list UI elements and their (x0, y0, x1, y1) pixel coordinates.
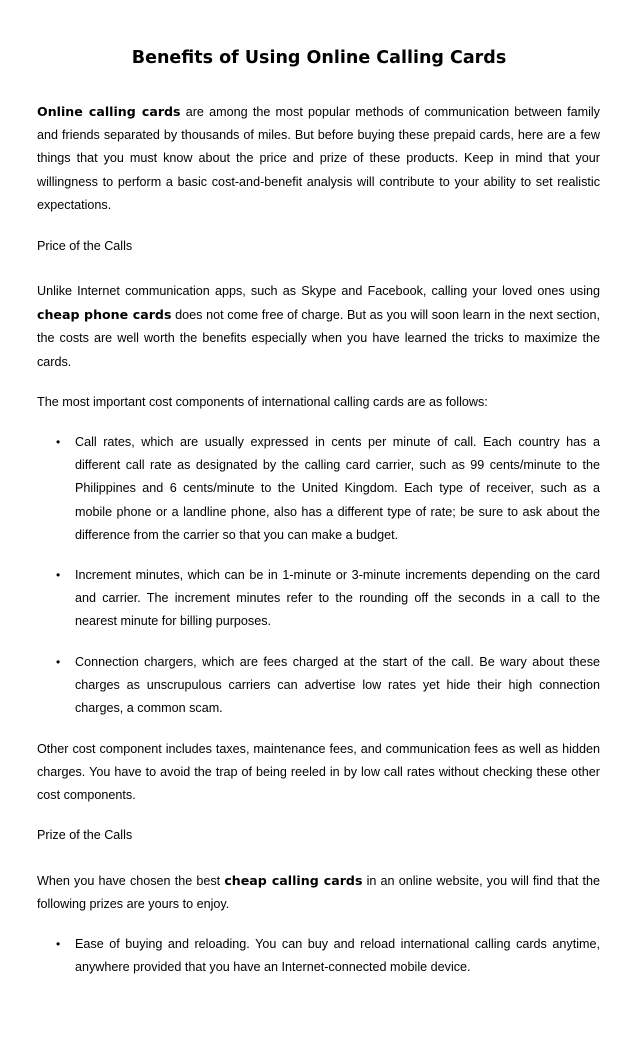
bullet-icon: • (56, 568, 61, 582)
bullet-icon: • (56, 655, 61, 669)
bullet-icon: • (56, 435, 61, 449)
price-paragraph (37, 280, 600, 374)
price-text-before: Unlike Internet communication apps, such as Skype and Facebook, calling your loved ones using (37, 284, 600, 298)
prizes-list (37, 933, 600, 979)
price-text-after: does not come free of charge. But as you will soon learn in the next section, the costs are well worth the benefits especially when you have learned the tricks to maximize the cards. (37, 308, 600, 369)
cost-components-list (37, 564, 600, 634)
cost-components-list (37, 431, 600, 547)
intro-text: are among the most popular methods of communication between family and friends separated by thousands of miles. But before buying these prepaid cards, here are a few things that you must know about the price and prize of these products. Keep in mind that your willingness to perform a basic cost-and-benefit analysis will contribute to your ability to set realistic expectations. (37, 105, 600, 212)
other-costs-paragraph: Other cost component includes taxes, maintenance fees, and communication fees as well as hidden charges. You have to avoid the trap of being reeled in by low call rates without checking these other cost components. (37, 742, 600, 803)
list-item-text: Connection chargers, which are fees charged at the start of the call. Be wary about these charges as unscrupulous carriers can advertise low rates yet hide their high connection charges, a common scam. (75, 655, 600, 716)
prize-paragraph (37, 869, 600, 916)
cheap-calling-cards-link[interactable]: cheap calling cards (224, 873, 363, 888)
list-item (37, 431, 600, 547)
list-item-text: Ease of buying and reloading. You can buy and reload international calling cards anytime, anywhere provided that you have an Internet-connected mobile device. (75, 937, 600, 975)
intro-paragraph (37, 100, 600, 217)
list-item (37, 933, 600, 979)
price-heading: Price of the Calls (37, 239, 133, 253)
list-item (37, 651, 600, 721)
list-item (37, 564, 600, 634)
prize-heading: Prize of the Calls (37, 828, 133, 842)
list-item-text: Call rates, which are usually expressed in cents per minute of call. Each country has a different call rate as designated by the calling card carrier, such as 99 cents/minute to the Philippines and 6 cents/minute to the United Kingdom. Each type of receiver, such as a mobile phone or a landline phone, also has a different type of rate; be sure to ask about the difference from the carrier so that you can make a budget. (75, 435, 600, 542)
bullet-icon: • (56, 937, 61, 951)
list-item-text: Increment minutes, which can be in 1-minute or 3-minute increments depending on the card and carrier. The increment minutes refer to the rounding off the seconds in a call to the nearest minute for billing purposes. (75, 568, 600, 629)
page-title: Benefits of Using Online Calling Cards (131, 48, 507, 68)
online-calling-cards-link[interactable]: Online calling cards (37, 104, 181, 119)
prize-text-after: in an online website, you will find that the following prizes are yours to enjoy. (37, 874, 600, 912)
cheap-phone-cards-link[interactable]: cheap phone cards (37, 307, 172, 323)
components-intro: The most important cost components of international calling cards are as follows: (37, 395, 488, 409)
prize-text-before: When you have chosen the best (37, 874, 225, 888)
cost-components-list (37, 651, 600, 721)
